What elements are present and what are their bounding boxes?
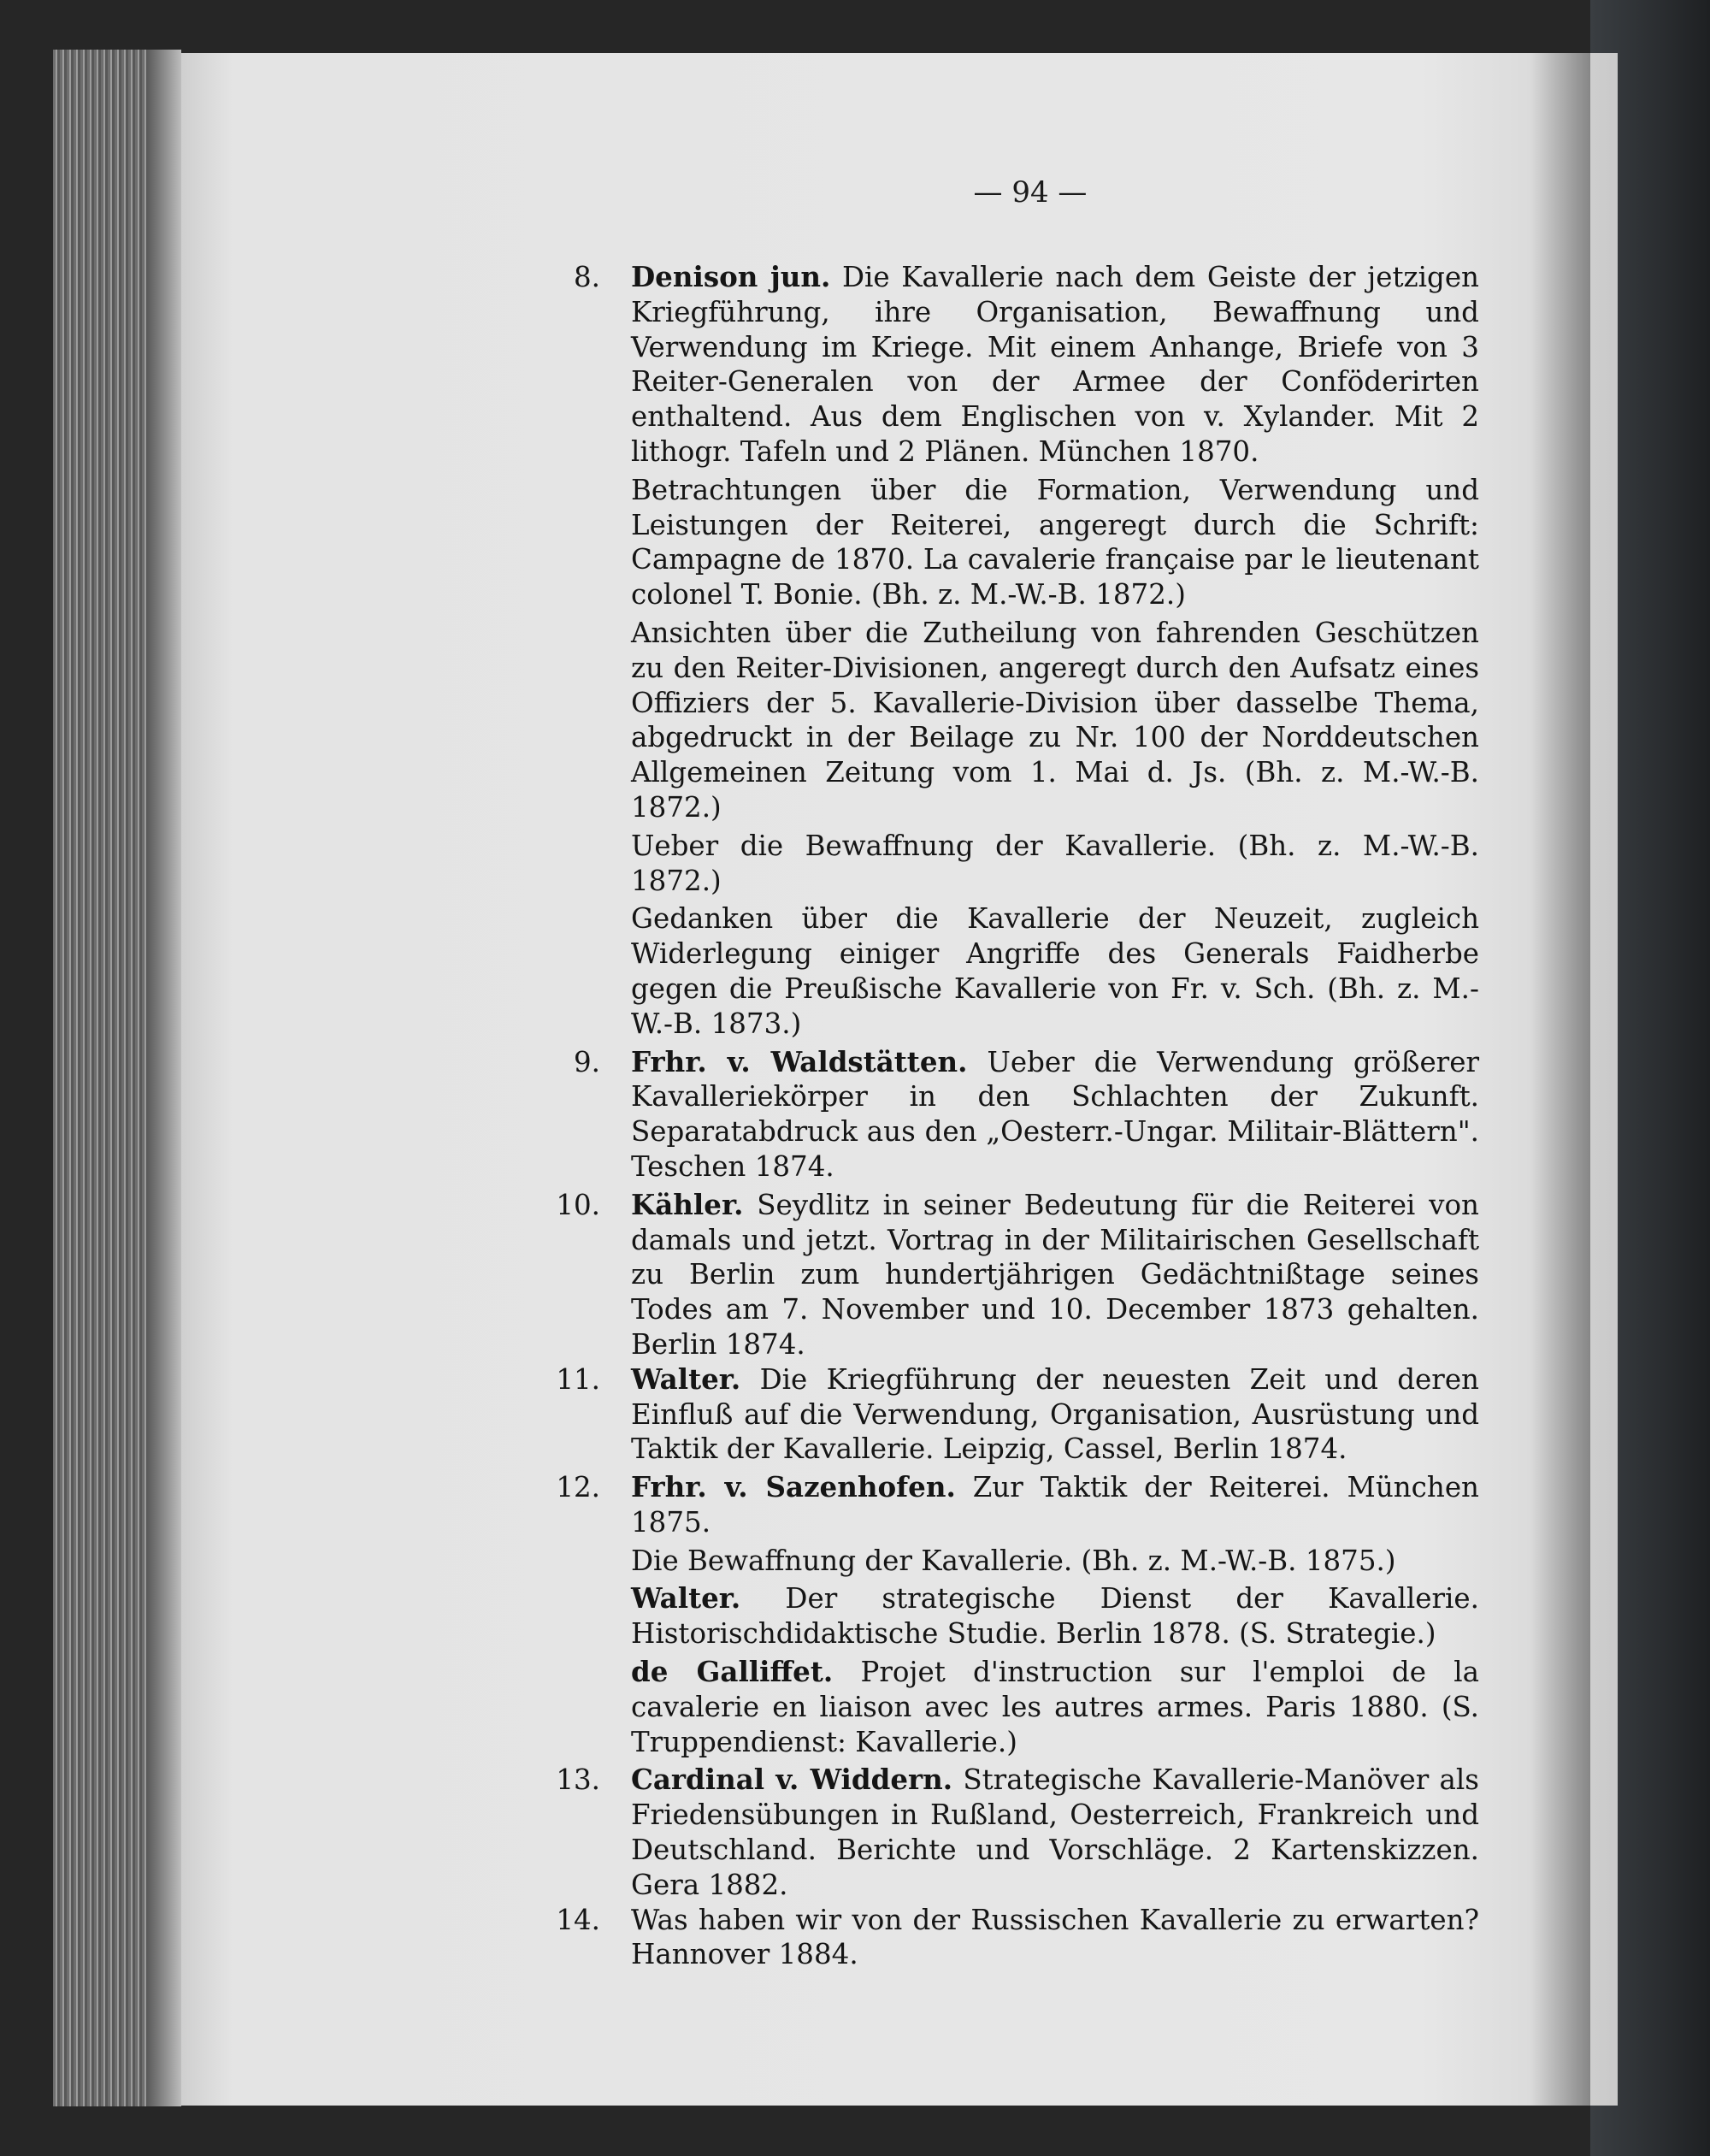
author-name: de Galliffet.: [631, 1655, 834, 1689]
author-name: Cardinal v. Widdern.: [631, 1763, 953, 1797]
author-name: Walter.: [631, 1362, 741, 1396]
bibliography-entry-11: [556, 1362, 1479, 1467]
bibliography-entry-14: [556, 1903, 1479, 1973]
sub-entry: Ueber die Bewaffnung der Kavallerie. (Bh. z. M.-W.-B. 1872.): [631, 829, 1479, 897]
bibliography-entry-12: [556, 1470, 1479, 1540]
entry-number: 12.: [556, 1471, 600, 1504]
entry-text: Die Kriegführung der neuesten Zeit und deren Einfluß auf die Verwendung, Organisation, Ausrüstung und Taktik der Kavallerie. Leipzig, Cassel, Berlin 1874.: [631, 1362, 1479, 1466]
author-name: Walter.: [631, 1581, 741, 1616]
spine-shadow: [1530, 53, 1590, 2106]
bibliography-entry-8: [573, 260, 1479, 470]
page-edge-shadow: [147, 50, 181, 2106]
entry-number: 13.: [556, 1763, 600, 1797]
page-number: — 94 —: [973, 175, 1088, 210]
entry-text: Der strategische Dienst der Kavallerie. Historischdidaktische Studie. Berlin 1878. (S. Strategie.): [631, 1582, 1479, 1651]
bibliography-entry-13: [556, 1763, 1479, 1902]
sub-entry-related: [580, 1655, 1479, 1759]
entry-text: Ueber die Verwendung größerer Kavalleriekörper in den Schlachten der Zukunft. Separatabdruck aus den „Oesterr.-Ungar. Militair-Blättern". Teschen 1874.: [631, 1045, 1479, 1183]
author-name: Denison jun.: [631, 260, 831, 293]
entry-text: Was haben wir von der Russischen Kavallerie zu erwarten? Hannover 1884.: [631, 1903, 1479, 1971]
entry-text: Die Kavallerie nach dem Geiste der jetzigen Kriegführung, ihre Organisation, Bewaffnung und Verwendung im Kriege. Mit einem Anhange, Briefe von 3 Reiter-Generalen von der Armee der Conföderirten enthaltend. Aus dem Englischen von v. Xylander. Mit 2 lithogr. Tafeln und 2 Plänen. München 1870.: [631, 261, 1479, 468]
entry-number: 11.: [556, 1362, 600, 1396]
author-name: Frhr. v. Waldstätten.: [631, 1044, 968, 1078]
entry-number: 14.: [556, 1903, 600, 1936]
entry-text: Seydlitz in seiner Bedeutung für die Reiterei von damals und jetzt. Vortrag in der Militairischen Gesellschaft zu Berlin zum hundertjährigen Gedächtnißtage seines Todes am 7. November und 10. December 1873 gehalten. Berlin 1874.: [631, 1188, 1479, 1361]
bibliography-entry-10: [556, 1187, 1479, 1362]
entry-text: Zur Taktik der Reiterei. München 1875.: [631, 1471, 1479, 1539]
author-name: Kähler.: [631, 1187, 744, 1221]
stacked-page-edges: [53, 50, 147, 2106]
entry-number: 8.: [573, 261, 600, 293]
entry-number: 10.: [556, 1188, 600, 1221]
sub-entry: Betrachtungen über die Formation, Verwendung und Leistungen der Reiterei, angeregt durch die Schrift: Campagne de 1870. La cavalerie française par le lieutenant colonel T. Bonie. (Bh. z. M.-W.-B. 1872.): [631, 473, 1479, 611]
bibliography-entry-9: [573, 1044, 1479, 1184]
sub-entry-related: [580, 1581, 1479, 1651]
bibliography-list: [556, 260, 1479, 1972]
entry-number: 9.: [573, 1045, 600, 1078]
entry-text: Projet d'instruction sur l'emploi de la cavalerie en liaison avec les autres armes. Paris 1880. (S. Truppendienst: Kavallerie.): [631, 1656, 1479, 1758]
sub-entry: Ansichten über die Zutheilung von fahrenden Geschützen zu den Reiter-Divisionen, angeregt durch den Aufsatz eines Offiziers der 5. Kavallerie-Division über dasselbe Thema, abgedruckt in der Beilage zu Nr. 100 der Norddeutschen Allgemeinen Zeitung vom 1. Mai d. Js. (Bh. z. M.-W.-B. 1872.): [631, 616, 1479, 824]
sub-entry: Die Bewaffnung der Kavallerie. (Bh. z. M.-W.-B. 1875.): [631, 1544, 1396, 1577]
entry-text: Strategische Kavallerie-Manöver als Friedensübungen in Rußland, Oesterreich, Frankreich und Deutschland. Berichte und Vorschläge. 2 Kartenskizzen. Gera 1882.: [631, 1763, 1479, 1901]
author-name: Frhr. v. Sazenhofen.: [631, 1470, 956, 1504]
sub-entry: Gedanken über die Kavallerie der Neuzeit, zugleich Widerlegung einiger Angriffe des Generals Faidherbe gegen die Preußische Kavallerie von Fr. v. Sch. (Bh. z. M.-W.-B. 1873.): [631, 902, 1479, 1040]
